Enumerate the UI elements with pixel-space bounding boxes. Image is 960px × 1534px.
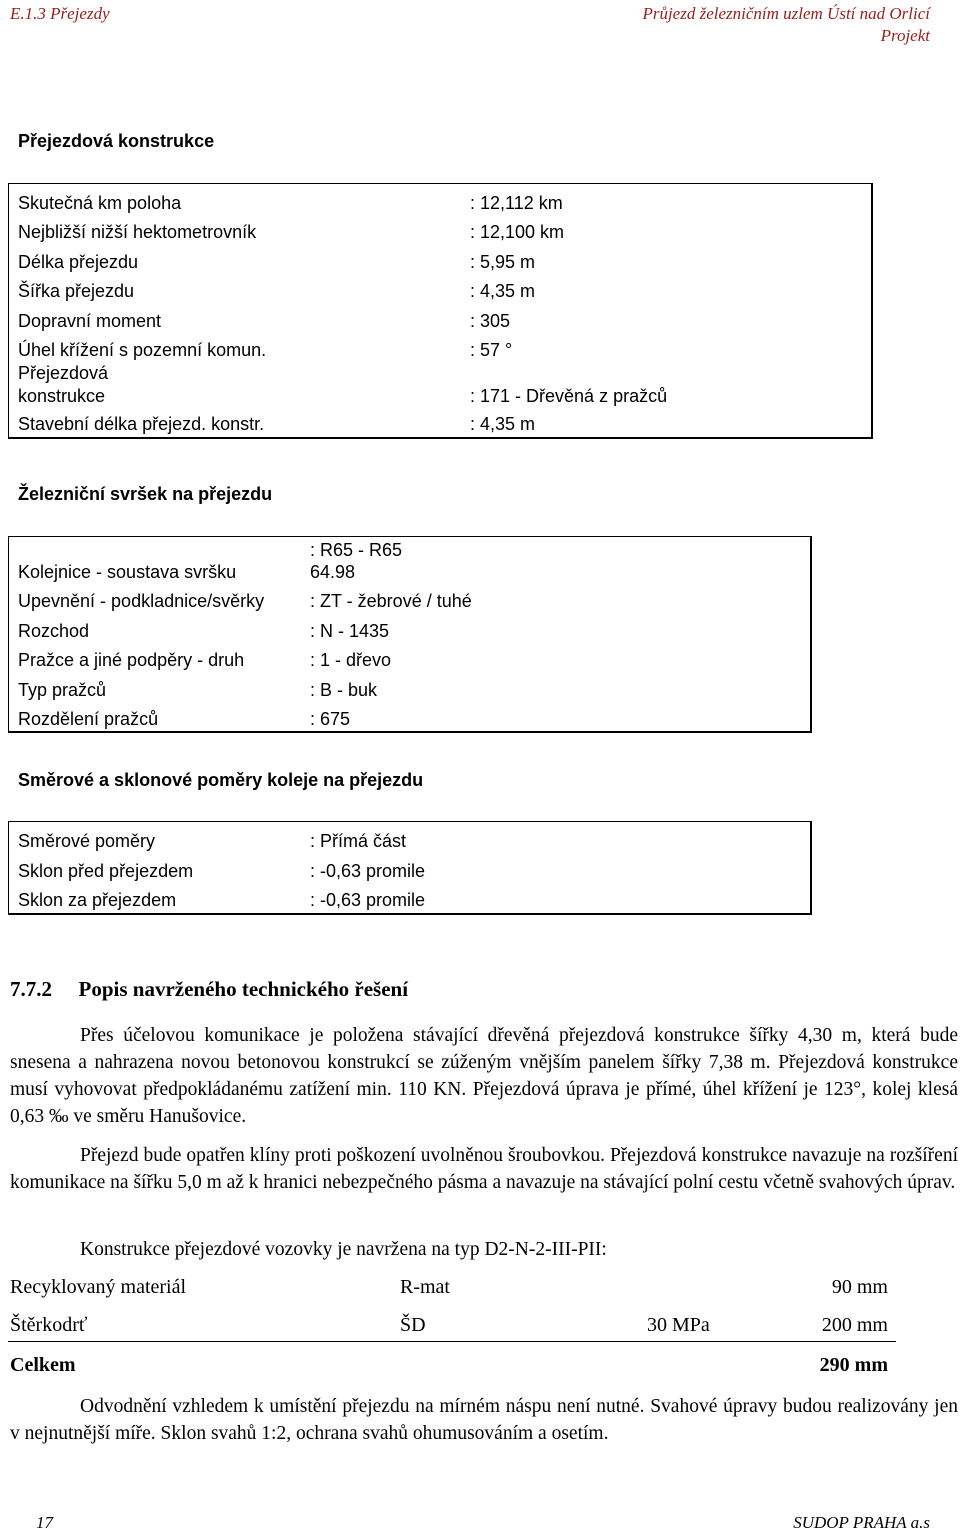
svrsek-label: Upevnění - podkladnice/svěrky [18, 591, 265, 611]
konstrukce-value: : 4,35 m [470, 281, 536, 301]
konstrukce-value: : 4,35 m [470, 414, 536, 434]
header-title: Průjezd železničním uzlem Ústí nad Orlicí [642, 4, 930, 23]
konstrukce-value: : 305 [470, 311, 511, 331]
vozovka-total-label: Celkem [10, 1354, 76, 1376]
pomery-value: : -0,63 promile [310, 890, 426, 910]
konstrukce-value: : 171 - Dřevěná z pražců [470, 386, 668, 406]
svrsek-value: 64.98 [310, 562, 356, 582]
konstrukce-label: Dopravní moment [18, 311, 162, 331]
paragraph: Konstrukce přejezdové vozovky je navržena na typ D2-N-2-III-PII: [80, 1239, 607, 1260]
section-heading [10, 977, 408, 1002]
header-section: E.1.3 Přejezdy [10, 4, 110, 23]
konstrukce-label: Délka přejezdu [18, 252, 139, 272]
konstrukce-value: : 5,95 m [470, 252, 536, 272]
paragraph: Přejezd bude opatřen klíny proti poškození uvolněnou šroubovkou. Přejezdová konstrukce navazuje na rozšíření komunikace na šířku 5,0 m až k hranici nebezpečného pásma a navazuje na stávající polní cestu včetně svahových úprav. [10, 1145, 958, 1193]
pomery-label: Směrové poměry [18, 831, 156, 851]
konstrukce-label: konstrukce [18, 386, 106, 406]
section-title: Popis navrženého technického řešení [78, 977, 409, 1001]
konstrukce-label: Úhel křížení s pozemní komun. [18, 340, 267, 360]
konstrukce-value: : 57 ° [470, 340, 513, 360]
pomery-heading: Směrové a sklonové poměry koleje na přejezdu [18, 770, 424, 790]
pomery-value: : Přímá část [310, 831, 407, 851]
pomery-label: Sklon za přejezdem [18, 890, 177, 910]
header-subtitle: Projekt [880, 26, 930, 45]
paragraph: Přes účelovou komunikace je položena stávající dřevěná přejezdová konstrukce šířky 4,30 m, která bude snesena a nahrazena novou betonovou konstrukcí se zúženým vnějším panelem šířky 7,38 m. Přejezdová konstrukce musí vyhovovat předpokládanému zatížení min. 110 KN. Přejezdová úprava je přímé, úhel křížení je 123°, kolej klesá 0,63 ‰ ve směru Hanušovice. [10, 1025, 958, 1127]
svrsek-label: Pražce a jiné podpěry - druh [18, 650, 245, 670]
svrsek-value: : 1 - dřevo [310, 650, 392, 670]
konstrukce-heading: Přejezdová konstrukce [18, 131, 215, 151]
svrsek-value: : R65 - R65 [310, 540, 403, 560]
section-number: 7.7.2 [10, 977, 52, 1001]
konstrukce-value: : 12,100 km [470, 222, 565, 242]
konstrukce-label: Stavební délka přejezd. konstr. [18, 414, 265, 434]
vozovka-layer-code: R-mat [400, 1276, 450, 1298]
footer-company: SUDOP PRAHA a.s [793, 1513, 930, 1532]
vozovka-layer-name: Recyklovaný materiál [10, 1276, 187, 1298]
svrsek-heading: Železniční svršek na přejezdu [18, 484, 273, 504]
vozovka-layer-code: ŠD [400, 1314, 426, 1336]
svrsek-value: : N - 1435 [310, 621, 390, 641]
konstrukce-label: Skutečná km poloha [18, 193, 182, 213]
vozovka-layer-thickness: 200 mm [821, 1314, 888, 1336]
pomery-value: : -0,63 promile [310, 861, 426, 881]
page-number: 17 [36, 1513, 53, 1532]
konstrukce-label: Nejbližší nižší hektometrovník [18, 222, 257, 242]
vozovka-layer-name: Štěrkodrť [10, 1314, 88, 1336]
svrsek-value: : B - buk [310, 680, 378, 700]
svrsek-value: : ZT - žebrové / tuhé [310, 591, 472, 611]
konstrukce-label: Přejezdová [18, 363, 109, 383]
pomery-label: Sklon před přejezdem [18, 861, 194, 881]
closing-paragraph: Odvodnění vzhledem k umístění přejezdu na mírném náspu není nutné. Svahové úpravy budou realizovány jen v nejnutnější míře. Sklon svahů 1:2, ochrana svahů ohumusováním a osetím. [10, 1396, 958, 1444]
svrsek-value: : 675 [310, 709, 351, 729]
svrsek-label: Rozdělení pražců [18, 709, 159, 729]
svrsek-label: Rozchod [18, 621, 90, 641]
svrsek-label: Kolejnice - soustava svršku [18, 562, 237, 582]
vozovka-layer-strength: 30 MPa [647, 1314, 710, 1336]
vozovka-divider [8, 1341, 896, 1342]
svrsek-label: Typ pražců [18, 680, 107, 700]
vozovka-layer-thickness: 90 mm [831, 1276, 888, 1298]
vozovka-total-thickness: 290 mm [819, 1354, 888, 1376]
konstrukce-value: : 12,112 km [470, 193, 563, 213]
konstrukce-label: Šířka přejezdu [18, 281, 135, 301]
